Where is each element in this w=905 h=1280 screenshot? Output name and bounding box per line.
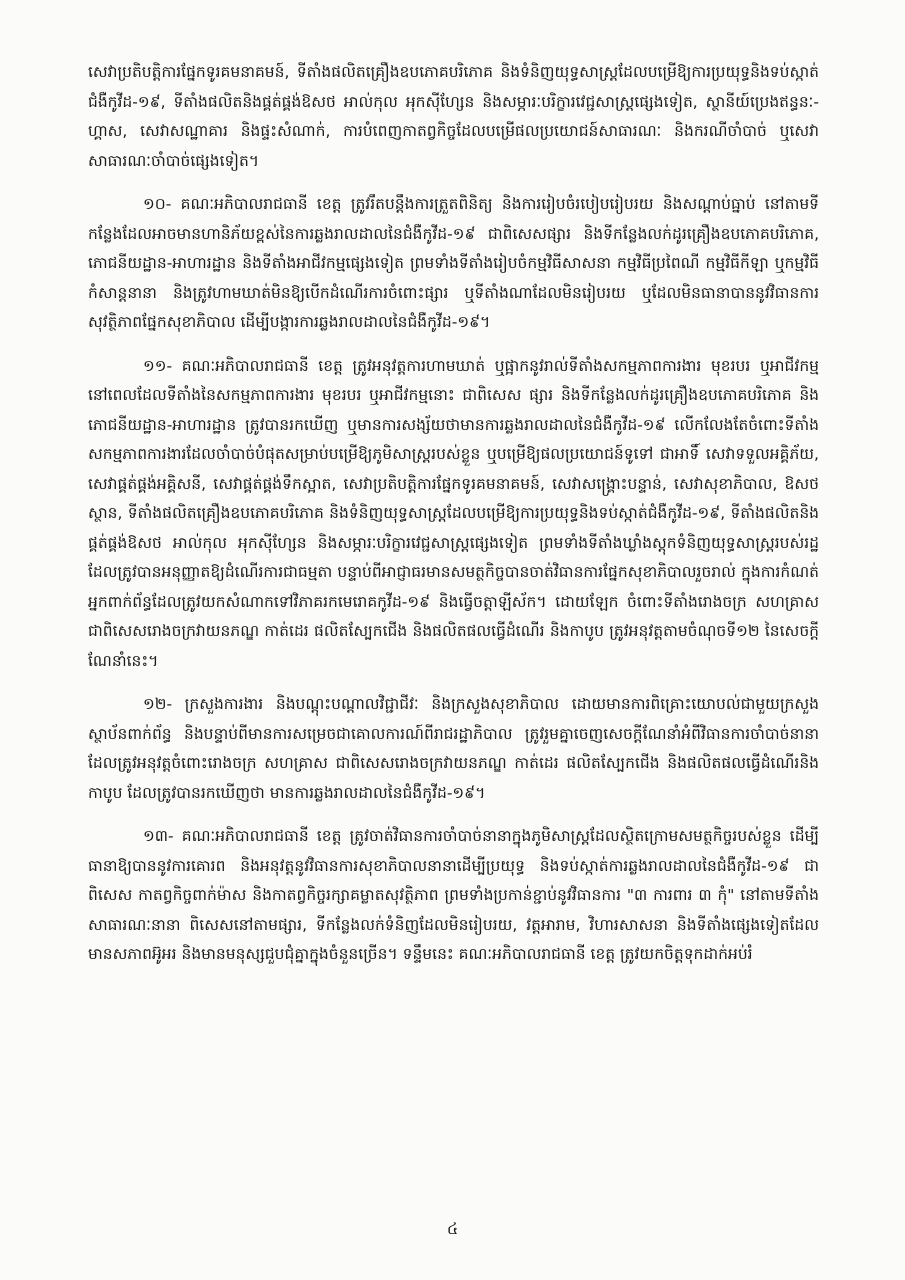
page-number: ៤ (446, 1219, 459, 1238)
paragraph-item-12: ១២- ក្រសួងការងារ និងបណ្តុះបណ្តាលវិជ្ជាជីវៈ និងក្រសួងសុខាភិបាល ដោយមានការពិគ្រោះយោបល់ជាមួយក្រសួងស្ថាប័នពាក់ព័ន្ធ និងបន្ទាប់ពីមានការសម្រេចជាគោលការណ៍ពីរាជរដ្ឋាភិបាល ត្រូវរួមគ្នាចេញសេចក្តីណែនាំអំពីវិធានការចាំបាច់នានាដែលត្រូវអនុវត្តចំពោះរោងចក្រ សហគ្រាស ជាពិសេសរោងចក្រវាយនភណ្ឌ កាត់ដេរ ផលិតស្បែកជើង និងផលិតផលធ្វើដំណើរនិងកាបូប ដែលត្រូវបានរកឃើញថា មានការឆ្លងរាលដាលនៃជំងឺកូវីដ-១៩។ (88, 695, 819, 802)
paragraph-item-13: ១៣- គណៈអភិបាលរាជធានី ខេត្ត ត្រូវចាត់វិធានការចាំបាច់នានាក្នុងភូមិសាស្ត្រដែលស្ថិតក្រោមសមត្ថកិច្ចរបស់ខ្លួន ដើម្បីធានាឱ្យបាននូវការគោរព និងអនុវត្តនូវវិធានការសុខាភិបាលនានាដើម្បីប្រយុទ្ធ និងទប់ស្កាត់ការឆ្លងរាលដាលនៃជំងឺកូវីដ-១៩ ជាពិសេស កាតព្វកិច្ចពាក់ម៉ាស និងកាតព្វកិច្ចរក្សាគម្លាតសុវត្ថិភាព ព្រមទាំងប្រកាន់ខ្ជាប់នូវវិធានការ "៣ ការពារ ៣ កុំ" នៅតាមទីតាំងសាធារណៈនានា ពិសេសនៅតាមផ្សារ, ទីកន្លែងលក់ទំនិញដែលមិនរៀបរយ, វត្តអារាម, វិហារសាសនា និងទីតាំងផ្សេងទៀតដែលមានសភាពអ៊ូអរ និងមានមនុស្សជួបជុំគ្នាក្នុងចំនួនច្រើន។ ទន្ទឹមនេះ គណៈអភិបាលរាជធានី ខេត្ត ត្រូវយកចិត្តទុកដាក់អប់រំ (88, 827, 819, 963)
paragraph-continuation: សេវាប្រតិបត្តិការផ្នែកទូរគមនាគមន៍, ទីតាំងផលិតគ្រឿងឧបភោគបរិភោគ និងទំនិញយុទ្ធសាស្ត្រដែលបម្រើឱ្យការប្រយុទ្ធនិងទប់ស្កាត់ជំងឺកូវីដ-១៩, ទីតាំងផលិតនិងផ្គត់ផ្គង់ឱសថ អាល់កុល អុកស៊ីហ្សែន និងសម្ភារៈបរិក្ខារវេជ្ជសាស្ត្រផ្សេងទៀត, ស្ថានីយ៍ប្រេងឥន្ធនៈ-ហ្គាស, សេវាសណ្ឋាគារ និងផ្ទះសំណាក់, ការបំពេញកាតព្វកិច្ចដែលបម្រើផលប្រយោជន៍សាធារណៈ និងករណីចាំបាច់ ឬសេវាសាធារណៈចាំបាច់ផ្សេងទៀត។ (88, 63, 819, 170)
paragraph-item-10: ១០- គណៈអភិបាលរាជធានី ខេត្ត ត្រូវរឹតបន្តឹងការត្រួតពិនិត្យ និងការរៀបចំរបៀបរៀបរយ និងសណ្ដាប់ធ្នាប់ នៅតាមទីកន្លែងដែលអាចមានហានិភ័យខ្ពស់នៃការឆ្លងរាលដាលនៃជំងឺកូវីដ-១៩ ជាពិសេសផ្សារ និងទីកន្លែងលក់ដូរគ្រឿងឧបភោគបរិភោគ, ភោជនីយដ្ឋាន-អាហារដ្ឋាន និងទីតាំងអាជីវកម្មផ្សេងទៀត ព្រមទាំងទីតាំងរៀបចំកម្មវិធីសាសនា កម្មវិធីប្រពៃណី កម្មវិធីកីឡា ឬកម្មវិធីកំសាន្តនានា និងត្រូវហាមឃាត់មិនឱ្យបើកដំណើរការចំពោះផ្សារ ឬទីតាំងណាដែលមិនរៀបរយ ឬដែលមិនធានាបាននូវវិធានការសុវត្ថិភាពផ្នែកសុខាភិបាល ដើម្បីបង្ការការឆ្លងរាលដាលនៃជំងឺកូវីដ-១៩។ (88, 195, 819, 331)
paragraph-item-11: ១១- គណៈអភិបាលរាជធានី ខេត្ត ត្រូវអនុវត្តការហាមឃាត់ ឬផ្អាកនូវរាល់ទីតាំងសកម្មភាពការងារ មុខរបរ ឬអាជីវកម្ម នៅពេលដែលទីតាំងនៃសកម្មភាពការងារ មុខរបរ ឬអាជីវកម្មនោះ ជាពិសេស ផ្សារ និងទីកន្លែងលក់ដូរគ្រឿងឧបភោគបរិភោគ និងភោជនីយដ្ឋាន-អាហារដ្ឋាន ត្រូវបានរកឃើញ ឬមានការសង្ស័យថាមានការឆ្លងរាលដាលនៃជំងឺកូវីដ-១៩ លើកលែងតែចំពោះទីតាំងសកម្មភាពការងារដែលចាំបាច់បំផុតសម្រាប់បម្រើឱ្យភូមិសាស្ត្ររបស់ខ្លួន ឬបម្រើឱ្យផលប្រយោជន៍ទូទៅ ជាអាទិ៍ សេវាទទួលអគ្គិភ័យ, សេវាផ្គត់ផ្គង់អគ្គិសនី, សេវាផ្គត់ផ្គង់ទឹកស្អាត, សេវាប្រតិបត្តិការផ្នែកទូរគមនាគមន៍, សេវាសង្គ្រោះបន្ទាន់, សេវាសុខាភិបាល, ឱសថស្ថាន, ទីតាំងផលិតគ្រឿងឧបភោគបរិភោគ និងទំនិញយុទ្ធសាស្ត្រដែលបម្រើឱ្យការប្រយុទ្ធនិងទប់ស្កាត់ជំងឺកូវីដ-១៩, ទីតាំងផលិតនិងផ្គត់ផ្គង់ឱសថ អាល់កុល អុកស៊ីហ្សែន និងសម្ភារៈបរិក្ខារវេជ្ជសាស្ត្រផ្សេងទៀត ព្រមទាំងទីតាំងឃ្លាំងស្តុកទំនិញយុទ្ធសាស្ត្ររបស់រដ្ឋ ដែលត្រូវបានអនុញ្ញាតឱ្យដំណើរការជាធម្មតា បន្ទាប់ពីអាជ្ញាធរមានសមត្ថកិច្ចបានចាត់វិធានការផ្នែកសុខាភិបាលរួចរាល់ ក្នុងការកំណត់អ្នកពាក់ព័ន្ធដែលត្រូវយកសំណាកទៅវិភាគរកមេរោគកូវីដ-១៩ និងធ្វើចត្តាឡីស័ក។ ដោយឡែក ចំពោះទីតាំងរោងចក្រ សហគ្រាស ជាពិសេសរោងចក្រវាយនភណ្ឌ កាត់ដេរ ផលិតស្បែកជើង និងផលិតផលធ្វើដំណើរ និងកាបូប ត្រូវអនុវត្តតាមចំណុចទី១២ នៃសេចក្តីណែនាំនេះ។ (88, 356, 819, 670)
